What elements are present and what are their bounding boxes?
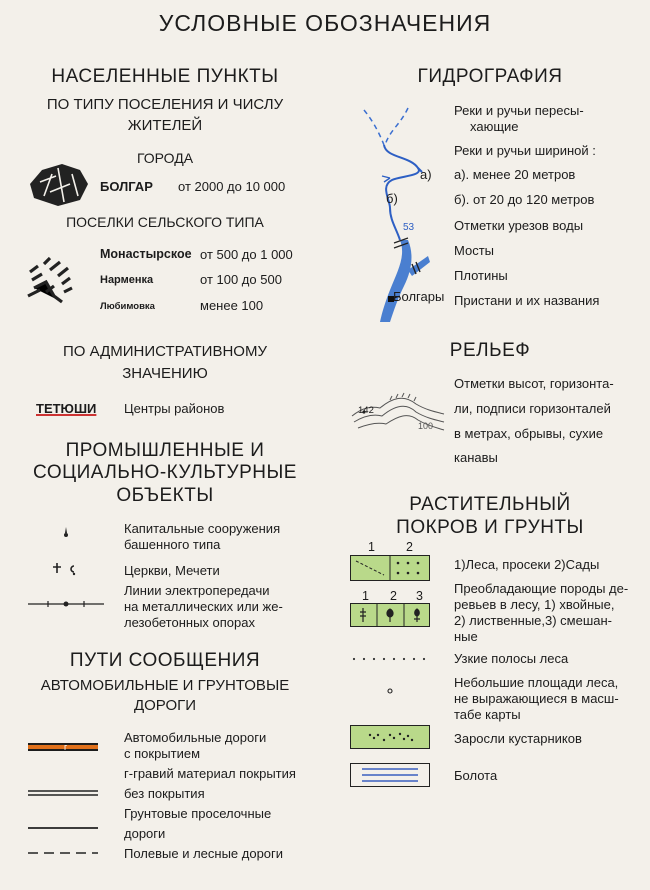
settlements-heading: НАСЕЛЕННЫЕ ПУНКТЫ bbox=[51, 66, 279, 87]
veg-swamps: Болота bbox=[454, 768, 498, 783]
industrial-item-1-line-2: башенного типа bbox=[124, 537, 221, 552]
village-range-3: менее 100 bbox=[200, 298, 264, 313]
admin-heading-1: ПО АДМИНИСТРАТИВНОМУ bbox=[63, 343, 267, 360]
roads-item-4-line-1: Грунтовые проселочные bbox=[124, 806, 272, 821]
cities-heading: ГОРОДА bbox=[136, 150, 194, 166]
forest-orchard-box bbox=[350, 555, 430, 581]
roads-heading: ПУТИ СООБЩЕНИЯ bbox=[69, 650, 261, 671]
village-symbol-icon bbox=[24, 256, 76, 306]
roads-item-4-line-2: дороги bbox=[124, 826, 166, 841]
dirt-road-symbol bbox=[28, 826, 98, 830]
water-level-label: 53 bbox=[403, 222, 415, 233]
industrial-item-3-line-3: лезобетонных опорах bbox=[124, 615, 255, 630]
industrial-heading-2: СОЦИАЛЬНО-КУЛЬТУРНЫЕ bbox=[33, 462, 297, 483]
species-box-number-2: 2 bbox=[390, 589, 397, 603]
paved-road-symbol bbox=[28, 742, 98, 752]
village-name-2: Нарменка bbox=[100, 274, 154, 286]
city-symbol-icon bbox=[28, 162, 90, 208]
veg-species-line-3: 2) лиственные,3) смешан- bbox=[454, 613, 613, 628]
hydrography-heading: ГИДРОГРАФИЯ bbox=[417, 66, 563, 87]
admin-center-desc: Центры районов bbox=[124, 401, 225, 416]
pier-town-label: Болгары bbox=[393, 289, 445, 304]
forest-box-number-1: 1 bbox=[368, 540, 375, 554]
roads-item-3: без покрытия bbox=[124, 786, 205, 801]
unpaved-road-symbol bbox=[28, 790, 98, 796]
species-box-number-3: 3 bbox=[416, 589, 423, 603]
relief-line-3: в метрах, обрывы, сухие bbox=[454, 426, 604, 441]
relief-height-label: 142 bbox=[358, 405, 374, 416]
relief-contour-label: 100 bbox=[418, 421, 434, 431]
veg-species-line-1: Преобладающие породы де- bbox=[454, 581, 629, 596]
road-symbol-letter: г bbox=[64, 742, 68, 752]
relief-line-2: ли, подписи горизонталей bbox=[454, 401, 611, 416]
hydro-bridges: Мосты bbox=[454, 243, 495, 258]
forest-box-number-2: 2 bbox=[406, 540, 413, 554]
hydro-water-marks: Отметки урезов воды bbox=[454, 218, 584, 233]
forest-strip-symbol bbox=[352, 657, 432, 661]
villages-heading: ПОСЕЛКИ СЕЛЬСКОГО ТИПА bbox=[66, 214, 264, 230]
city-range: от 2000 до 10 000 bbox=[178, 179, 286, 194]
village-name-1: Монастырское bbox=[100, 247, 192, 261]
hydro-dams: Плотины bbox=[454, 268, 508, 283]
relief-heading: РЕЛЬЕФ bbox=[449, 340, 531, 361]
village-name-3: Любимовка bbox=[100, 301, 155, 312]
industrial-item-1-line-1: Капитальные сооружения bbox=[124, 521, 281, 536]
settlements-subheading-2: ЖИТЕЛЕЙ bbox=[127, 117, 203, 134]
page-title: УСЛОВНЫЕ ОБОЗНАЧЕНИЯ bbox=[158, 10, 492, 36]
river-label-b: б) bbox=[386, 191, 398, 206]
admin-heading-2: ЗНАЧЕНИЮ bbox=[122, 365, 208, 382]
industrial-heading-3: ОБЪЕКТЫ bbox=[116, 485, 214, 506]
village-range-2: от 100 до 500 bbox=[200, 272, 282, 287]
roads-sub-2: ДОРОГИ bbox=[133, 697, 197, 714]
veg-small-line-2: не выражающиеся в масш- bbox=[454, 691, 619, 706]
veg-strips: Узкие полосы леса bbox=[454, 651, 569, 666]
small-forest-symbol bbox=[387, 688, 393, 694]
settlements-subheading-1: ПО ТИПУ ПОСЕЛЕНИЯ И ЧИСЛУ bbox=[46, 96, 284, 113]
hydro-width-a: а). менее 20 метров bbox=[454, 167, 576, 182]
field-road-symbol bbox=[28, 851, 98, 855]
hydro-intermittent-line-2: хающие bbox=[470, 119, 519, 134]
hydro-width-b: б). от 20 до 120 метров bbox=[454, 192, 595, 207]
church-mosque-icon bbox=[52, 562, 82, 576]
roads-item-1-line-1: Автомобильные дороги bbox=[124, 730, 267, 745]
hydro-width: Реки и ручьи шириной : bbox=[454, 143, 596, 158]
swamp-box bbox=[350, 763, 430, 787]
veg-shrubs: Заросли кустарников bbox=[454, 731, 582, 746]
industrial-item-3-line-1: Линии электропередачи bbox=[124, 583, 270, 598]
relief-line-4: канавы bbox=[454, 450, 498, 465]
veg-species-line-2: ревьев в лесу, 1) хвойные, bbox=[454, 597, 615, 612]
industrial-item-2: Церкви, Мечети bbox=[124, 563, 220, 578]
veg-small-line-3: табе карты bbox=[454, 707, 521, 722]
industrial-item-3-line-2: на металлических или же- bbox=[124, 599, 283, 614]
industrial-heading-1: ПРОМЫШЛЕННЫЕ И bbox=[65, 440, 265, 461]
veg-forest: 1)Леса, просеки 2)Сады bbox=[454, 557, 600, 572]
veg-species-line-4: ные bbox=[454, 629, 478, 644]
tower-icon bbox=[62, 527, 70, 537]
shrubs-box bbox=[350, 725, 430, 749]
river-label-a: а) bbox=[420, 167, 432, 182]
admin-center-name: ТЕТЮШИ bbox=[36, 401, 97, 416]
hydro-piers: Пристани и их названия bbox=[454, 293, 600, 308]
roads-sub-1: АВТОМОБИЛЬНЫЕ И ГРУНТОВЫЕ bbox=[40, 677, 290, 694]
hydro-intermittent-line-1: Реки и ручьи пересы- bbox=[454, 103, 584, 118]
vegetation-heading-2: ПОКРОВ И ГРУНТЫ bbox=[396, 517, 584, 538]
tree-species-box bbox=[350, 603, 430, 627]
roads-item-5: Полевые и лесные дороги bbox=[124, 846, 284, 861]
relief-line-1: Отметки высот, горизонта- bbox=[454, 376, 614, 391]
species-box-number-1: 1 bbox=[362, 589, 369, 603]
village-range-1: от 500 до 1 000 bbox=[200, 247, 293, 262]
roads-item-2: г-гравий материал покрытия bbox=[124, 766, 296, 781]
veg-small-line-1: Небольшие площади леса, bbox=[454, 675, 619, 690]
power-line-icon bbox=[28, 598, 104, 610]
roads-item-1-line-2: с покрытием bbox=[124, 746, 201, 761]
city-name: БОЛГАР bbox=[100, 179, 153, 194]
vegetation-heading-1: РАСТИТЕЛЬНЫЙ bbox=[409, 494, 571, 515]
